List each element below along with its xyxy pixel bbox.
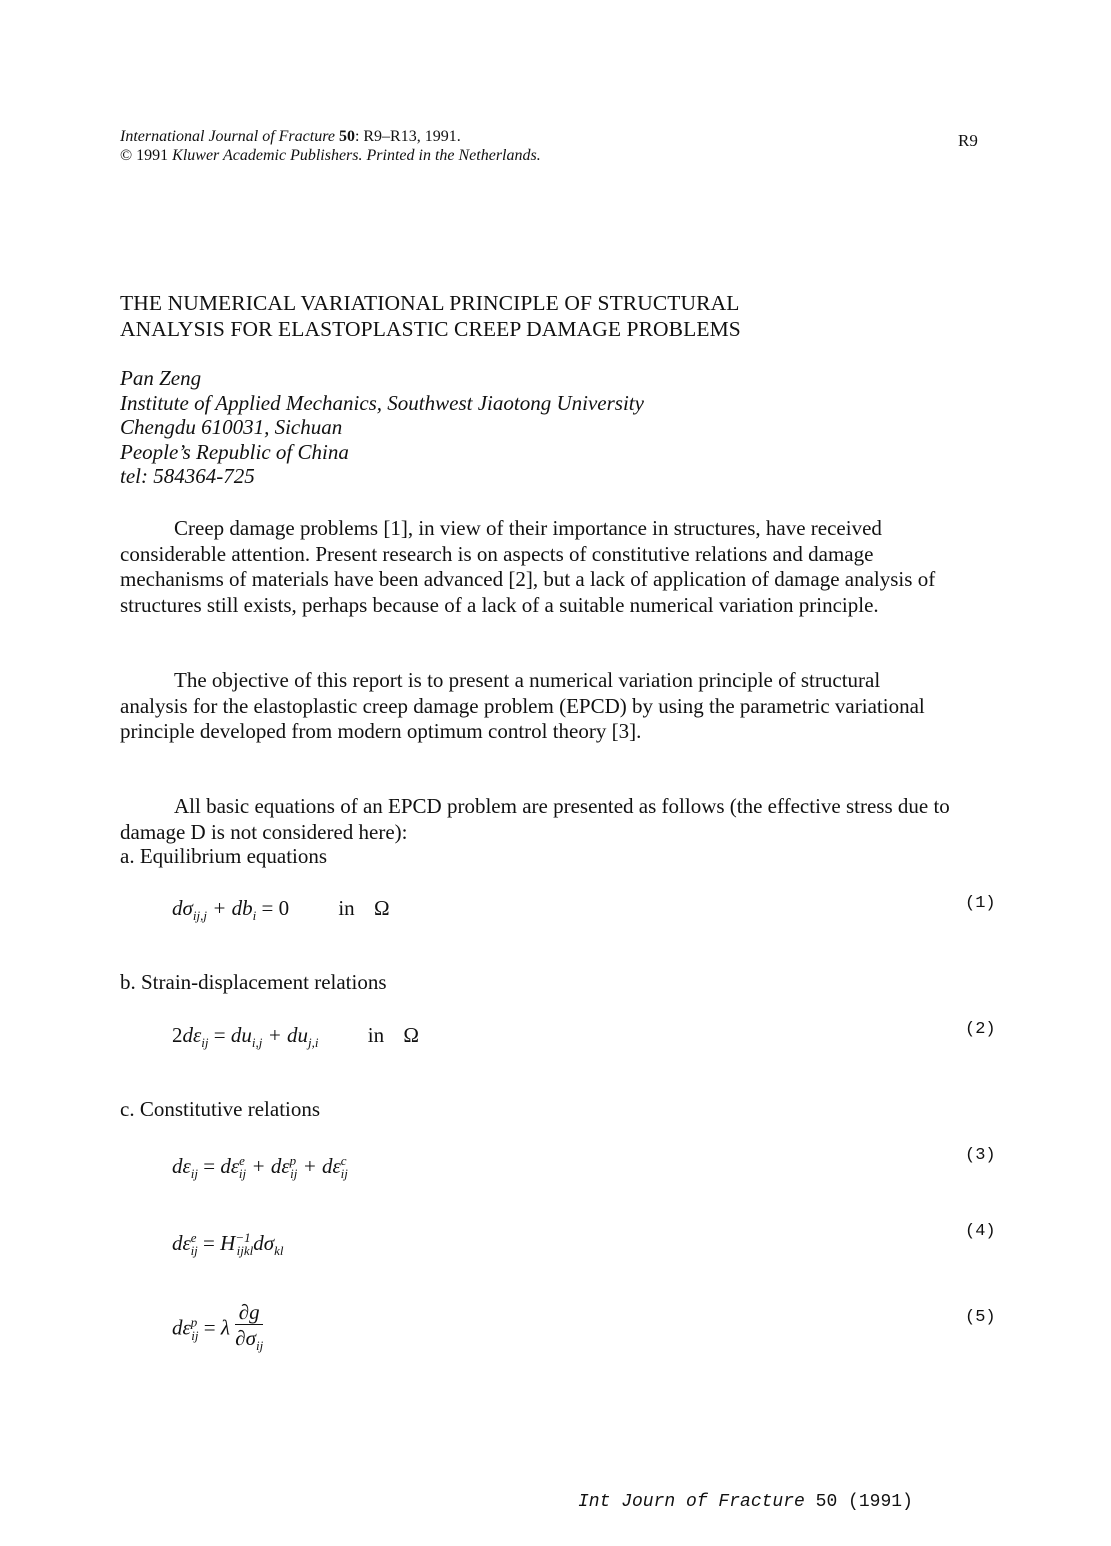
eq1-omega: Ω	[373, 896, 390, 920]
equation-number-5: (5)	[965, 1308, 996, 1327]
footer-issue: 50 (1991)	[815, 1492, 913, 1512]
equation-4: $d\varepsilon^e_{ij} = H^{-1}_{ijkl}d\sigma_{kl}$	[172, 1230, 284, 1259]
journal-name: International Journal of Fracture	[120, 128, 335, 145]
section-c-label: c. Constitutive relations	[120, 1097, 321, 1121]
partial-derivative-fraction: $\frac{\partial g}{\partial\sigma_{ij}}$	[235, 1300, 264, 1354]
eq2-in: in	[367, 1023, 385, 1047]
publisher: Kluwer Academic Publishers. Printed in the Netherlands.	[172, 147, 541, 164]
copyright-year: © 1991	[120, 147, 169, 164]
paper-title	[120, 290, 980, 342]
equation-2: $2d\varepsilon_{ij} = du_{i,j} + du_{j,i}$ in Ω	[172, 1023, 419, 1051]
author-block	[120, 366, 644, 489]
author-affiliation: Institute of Applied Mechanics, Southwest Jiaotong University	[120, 390, 644, 415]
title-line-2: ANALYSIS FOR ELASTOPLASTIC CREEP DAMAGE PROBLEMS	[120, 317, 741, 341]
page-footer	[578, 1492, 913, 1512]
journal-citation	[120, 127, 541, 165]
author-country: People’s Republic of China	[120, 439, 349, 464]
equation-number-2: (2)	[965, 1020, 996, 1039]
paragraph-1	[120, 516, 950, 618]
equation-number-1: (1)	[965, 894, 996, 913]
paragraph-2	[120, 668, 950, 745]
equation-3: $d\varepsilon_{ij} = d\varepsilon^e_{ij} + d\varepsilon^p_{ij} + d\varepsilon^c_{ij}$	[172, 1153, 348, 1182]
paragraph-3-text: All basic equations of an EPCD problem are presented as follows (the effective stress due to damage D is not considered here):	[120, 794, 950, 844]
author-tel: tel: 584364-725	[120, 464, 255, 488]
equation-number-4: (4)	[965, 1222, 996, 1241]
author-name: Pan Zeng	[120, 366, 202, 390]
paragraph-2-text: The objective of this report is to present a numerical variation principle of structural analysis for the elastoplastic creep damage problem (EPCD) by using the parametric variational principle developed from modern optimum control theory [3].	[120, 668, 925, 743]
copyright-line	[120, 146, 541, 165]
section-b-label: b. Strain-displacement relations	[120, 970, 387, 994]
journal-pages-year: : R9–R13, 1991.	[354, 128, 461, 145]
footer-journal: Int Journ of Fracture	[578, 1492, 805, 1512]
eq2-omega: Ω	[403, 1023, 419, 1047]
paragraph-1-text: Creep damage problems [1], in view of their importance in structures, have received considerable attention. Present research is on aspects of constitutive relations and damage mechanisms of materials have been advanced [2], but a lack of application of damage analysis of structures still exists, perhaps because of a lack of a suitable numerical variation principle.	[120, 516, 936, 617]
equation-5: $d\varepsilon^p_{ij} = \lambda$ $\frac{\partial g}{\partial\sigma_{ij}}$	[172, 1300, 263, 1359]
equation-1: $d\sigma_{ij,j} + db_i = 0$ in Ω	[172, 896, 390, 924]
paragraph-3	[120, 794, 950, 845]
title-line-1: THE NUMERICAL VARIATIONAL PRINCIPLE OF STRUCTURAL	[120, 291, 740, 315]
page-code: R9	[958, 131, 978, 150]
author-city: Chengdu 610031, Sichuan	[120, 415, 343, 439]
equation-number-3: (3)	[965, 1146, 996, 1165]
eq1-in: in	[338, 896, 355, 920]
journal-volume: 50	[338, 128, 355, 145]
journal-line	[120, 127, 541, 146]
section-a-label: a. Equilibrium equations	[120, 844, 328, 868]
